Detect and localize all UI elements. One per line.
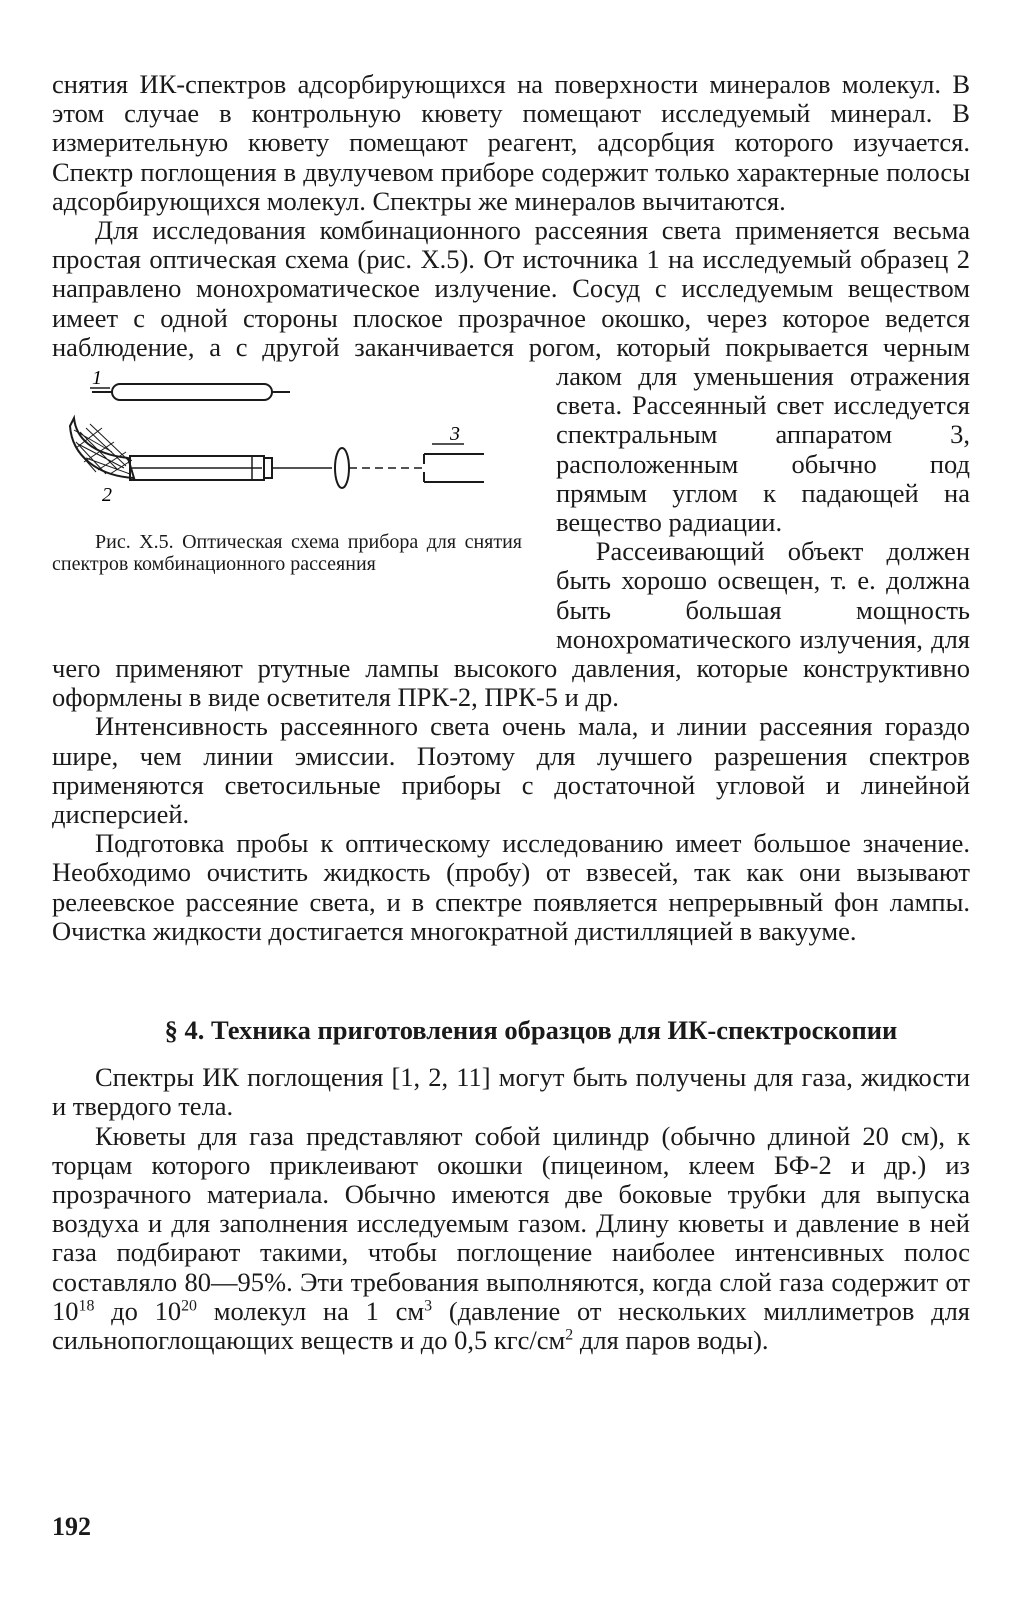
paragraph-4: Интенсивность рассеянного света очень мала, и линии рассеяния гораздо шире, чем линии эмиссии. Поэтому для лучшего разрешения спектров применяются светосильные приборы с достаточной угловой и линейной дисперсией. [52,711,970,830]
page-number: 192 [52,1512,91,1541]
paragraph-2 [52,216,970,712]
paragraph-2-part-2: отражения света. Рассеянный свет исследуется спектральным аппаратом 3, расположенным обычно под прямым углом к падающей на вещество радиации. [556,361,970,538]
optical-scheme-diagram [52,366,536,526]
s2-text-4: (давление от нескольких миллиметров для сильнопоглощающих веществ и до 0,5 кгс/см [52,1295,970,1355]
sup-18: 18 [78,1297,95,1315]
sup-20: 20 [181,1297,197,1315]
label-1: 1 [92,367,102,390]
s2-text-3: молекул на 1 см [197,1295,425,1326]
s2-text-2: до 10 [94,1295,182,1326]
s2-text-1: Кюветы для газа представляют собой цилиндр (обычно длиной 20 см), к торцам которого приклеивают окошки (пицеином, клеем БФ-2 и др.) из прозрачного материала. Обычно имеются две боковые трубки для выпуска воздуха и для заполнения исследуемым газом. Длину кюветы и давление в ней газа подбирают такими, чтобы поглощение наиболее интенсивных полос составляло 80—95%. Эти требования выполняются, когда слой газа содержит от 10 [52,1120,970,1326]
figure-caption: Рис. X.5. Оптическая схема прибора для снятия спектров комбинационного рассеяния [52,531,522,576]
lamp-shape [112,384,272,400]
section-paragraph-2 [52,1122,970,1356]
lens-shape [335,448,349,488]
paragraph-3-text: Рассеивающий объект должен быть хорошо освещен, т. е. должна быть большая мощность монохроматического излучения, для чего применяют ртутные лампы высокого давления, которые конструктивно оформлены в виде осветителя ПРК-2, ПРК-5 и др. [52,536,970,713]
horn-shape [70,418,134,478]
section-heading: § 4. Техника приготовления образцов для ИК-спектроскопии [164,1015,898,1046]
paragraph-1: снятия ИК-спектров адсорбирующихся на поверхности минералов молекул. В этом случае в контрольную кювету помещают исследуемый минерал. В измерительную кювету помещают реагент, адсорбция которого изучается. Спектр поглощения в двулучевом приборе содержит только характерные полосы адсорбирующихся молекул. Спектры же минералов вычитаются. [52,69,970,216]
s2-text-5: для паров воды). [573,1324,769,1355]
label-2: 2 [102,484,112,507]
sup-2: 2 [565,1326,574,1344]
sup-3: 3 [424,1297,433,1315]
section-paragraph-1: Спектры ИК поглощения [1, 2, 11] могут быть получены для газа, жидкости и твердого тела. [52,1062,970,1122]
label-3: 3 [450,423,460,446]
paragraph-5: Подготовка пробы к оптическому исследованию имеет большое значение. Необходимо очистить жидкость (пробу) от взвесей, так как они вызывают релеевское рассеяние света, и в спектре появляется непрерывный фон лампы. Очистка жидкости достигается многократной дистилляцией в вакууме. [52,828,970,946]
paragraph-2-part-1: Для исследования комбинационного рассеяния света применяется весьма простая оптическая схема (рис. X.5). От источника 1 на исследуемый образец 2 направлено монохроматическое излучение. Сосуд с исследуемым веществом имеет с одной стороны плоское прозрачное окошко, через которое ведется наблюдение, а с другой заканчивается рогом, который покрывается черным лаком для уменьшения [52,215,970,392]
paragraph-3-inline [556,536,596,566]
figure-x5 [52,366,536,643]
